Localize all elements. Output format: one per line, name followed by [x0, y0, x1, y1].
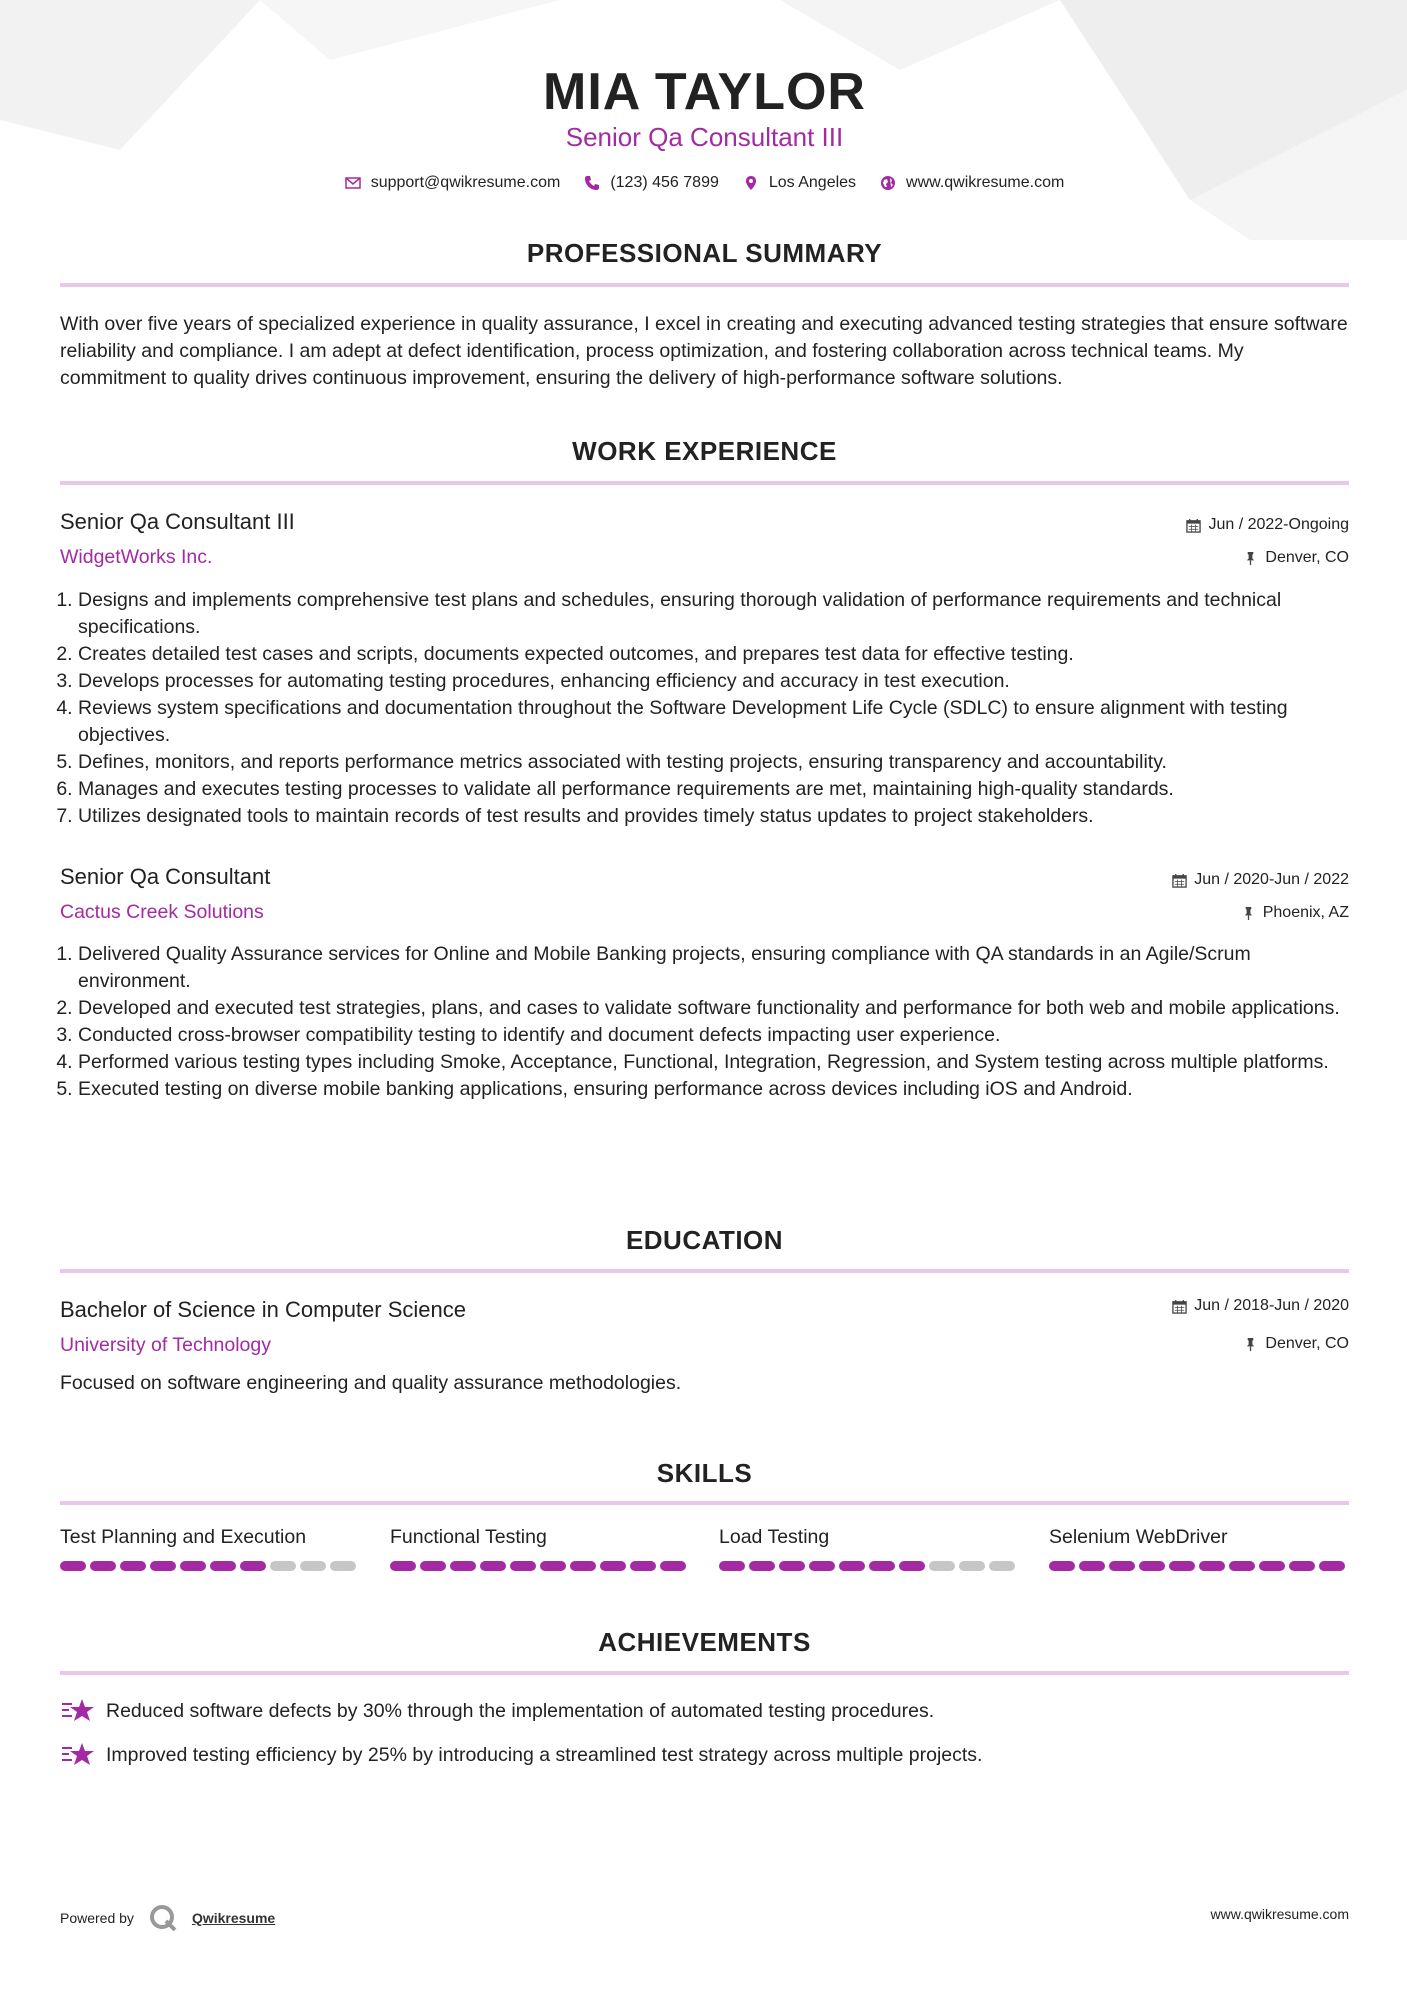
skill-rating-segment: [1319, 1561, 1345, 1571]
skill-rating-segment: [390, 1561, 416, 1571]
skill-rating-segment: [630, 1561, 656, 1571]
skill-rating-segment: [510, 1561, 536, 1571]
skill-rating-segment: [1229, 1561, 1255, 1571]
list-item: 1. Designs and implements comprehensive test plans and schedules, ensuring thorough validation of performance requirements and technical specifications.: [78, 587, 1367, 641]
job-bullets: [60, 587, 1367, 830]
list-item: 2. Creates detailed test cases and scripts, documents expected outcomes, and prepares test data for effective testing.: [78, 641, 1367, 668]
star-icon: [60, 1740, 96, 1770]
achievement-item: [60, 1740, 982, 1770]
skill-label: Selenium WebDriver: [1049, 1526, 1228, 1548]
contact-location-text: Los Angeles: [768, 174, 857, 191]
list-item: 5. Defines, monitors, and reports performance metrics associated with testing projects, ensuring transparency and accountability.: [78, 749, 1367, 776]
list-item: 1. Delivered Quality Assurance services for Online and Mobile Banking projects, ensuring compliance with QA standards in an Agile/Scrum environment.: [78, 941, 1367, 995]
list-item: 4. Performed various testing types including Smoke, Acceptance, Functional, Integration, Regression, and System testing across multiple platforms.: [78, 1049, 1367, 1076]
skill-rating-segment: [1139, 1561, 1165, 1571]
skills-divider: [60, 1501, 1349, 1505]
skill-rating-segment: [660, 1561, 686, 1571]
achievements-divider: [60, 1671, 1349, 1675]
contact-bar: [60, 174, 1349, 192]
contact-phone[interactable]: [584, 174, 719, 192]
skill-rating-segment: [1169, 1561, 1195, 1571]
skill-rating-segment: [180, 1561, 206, 1571]
skill-rating-segment: [1049, 1561, 1075, 1571]
skill-rating-segment: [989, 1561, 1015, 1571]
job-company: Cactus Creek Solutions: [60, 901, 264, 923]
skill-item: [60, 1526, 360, 1571]
footer-branding: [60, 1903, 275, 1933]
skill-rating-segment: [839, 1561, 865, 1571]
job-location: [1243, 549, 1349, 567]
job-company: WidgetWorks Inc.: [60, 546, 213, 568]
achievement-text: Reduced software defects by 30% through the implementation of automated testing procedures.: [106, 1699, 935, 1722]
skill-rating-segment: [719, 1561, 745, 1571]
job-dates-text: Jun / 2020-Jun / 2022: [1194, 871, 1349, 888]
skill-rating-segment: [90, 1561, 116, 1571]
pushpin-icon: [1241, 906, 1256, 921]
pushpin-icon: [1243, 1337, 1258, 1352]
skill-rating: [1049, 1561, 1349, 1571]
skill-rating-segment: [540, 1561, 566, 1571]
list-item: 4. Reviews system specifications and documentation throughout the Software Development Life Cycle (SDLC) to ensure alignment with testing objectives.: [78, 695, 1367, 749]
contact-phone-text: (123) 456 7899: [610, 174, 719, 191]
skill-rating-segment: [959, 1561, 985, 1571]
list-item: 7. Utilizes designated tools to maintain records of test results and provides timely status updates to project stakeholders.: [78, 803, 1367, 830]
calendar-icon: [1186, 518, 1201, 533]
job-dates-text: Jun / 2022-Ongoing: [1208, 516, 1349, 533]
skill-label: Test Planning and Execution: [60, 1526, 307, 1548]
skill-rating-segment: [929, 1561, 955, 1571]
skill-rating-segment: [450, 1561, 476, 1571]
skill-rating-segment: [240, 1561, 266, 1571]
skill-label: Load Testing: [719, 1526, 830, 1548]
envelope-icon: [345, 175, 361, 191]
pushpin-icon: [1243, 551, 1258, 566]
skill-rating: [390, 1561, 690, 1571]
education-description: Focused on software engineering and quality assurance methodologies.: [60, 1372, 682, 1394]
job-title: Senior Qa Consultant: [60, 864, 271, 889]
skill-rating-segment: [600, 1561, 626, 1571]
summary-text: With over five years of specialized experience in quality assurance, I excel in creating and executing advanced testing strategies that ensure software reliability and compliance. I am adept at defect identification, process optimization, and fostering collaboration across technical teams. My commitment to quality drives continuous improvement, ensuring the delivery of high-performance software solutions.: [60, 313, 1348, 389]
summary-heading: PROFESSIONAL SUMMARY: [526, 238, 883, 268]
skill-rating-segment: [1109, 1561, 1135, 1571]
education-location: [1243, 1335, 1349, 1353]
skill-rating-segment: [869, 1561, 895, 1571]
education-location-text: Denver, CO: [1265, 1335, 1349, 1352]
experience-divider: [60, 481, 1349, 485]
powered-by-label: Powered by: [60, 1910, 134, 1926]
globe-icon: [880, 175, 896, 191]
skill-rating-segment: [1289, 1561, 1315, 1571]
job-location-text: Denver, CO: [1265, 549, 1349, 566]
skill-rating-segment: [270, 1561, 296, 1571]
skill-rating-segment: [809, 1561, 835, 1571]
skill-rating-segment: [480, 1561, 506, 1571]
skill-rating-segment: [210, 1561, 236, 1571]
skill-item: [719, 1526, 1019, 1571]
candidate-title: Senior Qa Consultant III: [565, 122, 844, 152]
job-dates: [1172, 871, 1349, 889]
brand-link[interactable]: Qwikresume: [191, 1910, 276, 1926]
education-divider: [60, 1269, 1349, 1273]
skill-label: Functional Testing: [390, 1526, 547, 1548]
education-dates: [1172, 1297, 1349, 1315]
qwikresume-logo-icon: [148, 1903, 178, 1933]
education-school: University of Technology: [60, 1334, 271, 1356]
job-bullets: [60, 941, 1367, 1103]
skill-rating-segment: [300, 1561, 326, 1571]
education-degree: Bachelor of Science in Computer Science: [60, 1297, 466, 1322]
achievements-heading: ACHIEVEMENTS: [598, 1627, 811, 1657]
education-heading: EDUCATION: [625, 1225, 784, 1255]
contact-website-text: www.qwikresume.com: [906, 174, 1065, 191]
summary-divider: [60, 283, 1349, 287]
map-pin-icon: [743, 175, 759, 191]
job-dates: [1186, 516, 1349, 534]
contact-location: [743, 174, 856, 192]
achievement-text: Improved testing efficiency by 25% by introducing a streamlined test strategy across multiple projects.: [106, 1743, 983, 1766]
list-item: 3. Develops processes for automating testing procedures, enhancing efficiency and accuracy in test execution.: [78, 668, 1367, 695]
skill-rating-segment: [120, 1561, 146, 1571]
contact-email-text: support@qwikresume.com: [370, 174, 561, 191]
contact-website[interactable]: [880, 174, 1064, 192]
job-location-text: Phoenix, AZ: [1262, 904, 1349, 921]
job-title: Senior Qa Consultant III: [60, 509, 295, 534]
skill-rating-segment: [899, 1561, 925, 1571]
star-icon: [60, 1696, 96, 1726]
skill-rating-segment: [330, 1561, 356, 1571]
list-item: 6. Manages and executes testing processes to validate all performance requirements are met, maintaining high-quality standards.: [78, 776, 1367, 803]
skill-rating-segment: [1079, 1561, 1105, 1571]
calendar-icon: [1172, 873, 1187, 888]
list-item: 3. Conducted cross-browser compatibility testing to identify and document defects impacting user experience.: [78, 1022, 1367, 1049]
skill-rating-segment: [60, 1561, 86, 1571]
education-dates-text: Jun / 2018-Jun / 2020: [1194, 1297, 1349, 1314]
footer-website[interactable]: www.qwikresume.com: [1210, 1906, 1349, 1922]
skill-item: [390, 1526, 690, 1571]
skills-heading: SKILLS: [656, 1458, 753, 1488]
list-item: 5. Executed testing on diverse mobile banking applications, ensuring performance across devices including iOS and Android.: [78, 1076, 1367, 1103]
skill-rating-segment: [1199, 1561, 1225, 1571]
skill-rating-segment: [150, 1561, 176, 1571]
achievement-item: [60, 1696, 934, 1726]
skill-rating-segment: [749, 1561, 775, 1571]
experience-heading: WORK EXPERIENCE: [572, 436, 837, 466]
contact-email[interactable]: [345, 174, 561, 192]
calendar-icon: [1172, 1299, 1187, 1314]
skill-rating-segment: [1259, 1561, 1285, 1571]
skill-item: [1049, 1526, 1349, 1571]
skill-rating: [60, 1561, 360, 1571]
list-item: 2. Developed and executed test strategies, plans, and cases to validate software functionality and performance for both web and mobile applications.: [78, 995, 1367, 1022]
job-location: [1241, 904, 1349, 922]
candidate-name: MIA TAYLOR: [543, 63, 866, 121]
skill-rating-segment: [570, 1561, 596, 1571]
skill-rating-segment: [420, 1561, 446, 1571]
skill-rating-segment: [779, 1561, 805, 1571]
skill-rating: [719, 1561, 1019, 1571]
phone-icon: [584, 175, 600, 191]
